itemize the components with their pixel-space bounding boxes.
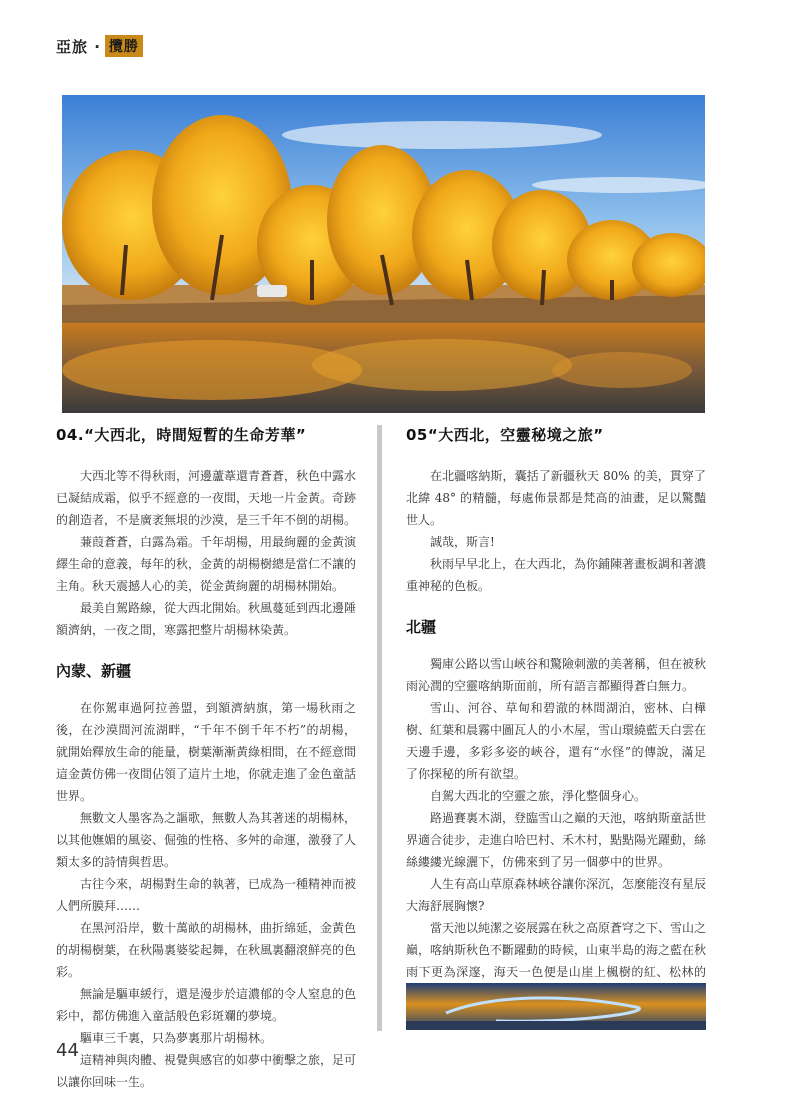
page-number: 44 bbox=[56, 1040, 79, 1061]
left-column bbox=[56, 425, 356, 1093]
paragraph: 在你駕車過阿拉善盟，到額濟納旗，第一場秋雨之後，在沙漠間河流湖畔，“千年不倒千年不朽”的胡楊，就開始釋放生命的能量，樹葉漸漸黃綠相間，在不經意間這金黃仿佛一夜間佔領了這片土地，你就走進了金色童話世界。 bbox=[56, 701, 357, 803]
paragraph: 這精神與肉體、視覺與感官的如夢中衝擊之旅，足可以讓你回味一生。 bbox=[56, 1053, 357, 1089]
paragraph: 誠哉，斯言! bbox=[430, 535, 495, 549]
magazine-brand: 亞旅 · bbox=[56, 37, 101, 56]
sub-heading-inner-mongolia-xinjiang: 內蒙、新疆 bbox=[56, 662, 132, 680]
paragraph: 秋雨早早北上，在大西北，為你鋪陳著畫板調和著濃重神秘的色板。 bbox=[406, 557, 707, 593]
paragraph: 蒹葭蒼蒼，白露為霜。千年胡楊，用最絢麗的金黃演繹生命的意義，每年的秋，金黃的胡楊樹總是當仁不讓的主角。秋天震撼人心的美，從金黃絢麗的胡楊林開始。 bbox=[56, 535, 357, 593]
paragraph: 人生有高山草原森林峽谷讓你深沉，怎麼能沒有星辰大海舒展胸懷? bbox=[406, 877, 707, 913]
river-sunset-photo bbox=[406, 983, 706, 1030]
paragraph: 自駕大西北的空靈之旅，淨化整個身心。 bbox=[430, 789, 647, 803]
section-04-heading: 04.“大西北，時間短暫的生命芳華” bbox=[56, 426, 307, 444]
right-column bbox=[406, 425, 706, 1005]
paragraph: 大西北等不得秋雨，河邊蘆葦還青蒼蒼，秋色中露水已凝結成霜，似乎不經意的一夜間，天地一片金黃。奇跡的創造者，不是廣袤無垠的沙漠，是三千年不倒的胡楊。 bbox=[56, 469, 357, 527]
paragraph: 無論是驅車緩行，還是漫步於這濃郁的令人窒息的色彩中，都仿佛進入童話般色彩斑斕的夢境。 bbox=[56, 987, 357, 1023]
paragraph: 最美自駕路線，從大西北開始。秋風蔓延到西北邊陲額濟納，一夜之間，寒露把整片胡楊林染黃。 bbox=[56, 601, 357, 637]
paragraph: 在黑河沿岸，數十萬畝的胡楊林，曲折綿延，金黃色的胡楊樹葉，在秋陽裏婆娑起舞，在秋風裏翻滾鮮亮的色彩。 bbox=[56, 921, 357, 979]
paragraph: 當天池以純潔之姿展露在秋之高原蒼穹之下、雪山之巔，喀納斯秋色不斷躍動的時候，山東半島的海之藍在秋雨下更為深邃，海天一色便是山崖上楓樹的紅、松林的 bbox=[406, 921, 707, 979]
page-header bbox=[56, 35, 143, 57]
paragraph: 古往今來，胡楊對生命的執著，已成為一種精神而被人們所膜拜…… bbox=[56, 877, 357, 913]
poplar-forest-illustration bbox=[62, 95, 705, 413]
paragraph: 無數文人墨客為之謳歌，無數人為其著迷的胡楊林，以其他嫵媚的風姿、倔強的性格、多舛的命運，激發了人類太多的詩情與哲思。 bbox=[56, 811, 357, 869]
paragraph: 驅車三千裏，只為夢裏那片胡楊林。 bbox=[80, 1031, 273, 1045]
paragraph: 路過賽裏木湖，登臨雪山之巔的天池，喀納斯童話世界適合徒步，走進白哈巴村、禾木村，點點陽光躍動，絲絲縷縷光線灑下，仿佛來到了另一個夢中的世界。 bbox=[406, 811, 707, 869]
sub-heading-north-xinjiang: 北疆 bbox=[406, 618, 437, 636]
poplar-forest-photo bbox=[62, 95, 705, 413]
column-divider bbox=[377, 425, 382, 1031]
river-sunset-illustration bbox=[406, 983, 706, 1030]
section-05-heading: 05“大西北，空靈秘境之旅” bbox=[406, 426, 604, 444]
paragraph: 在北疆喀納斯，囊括了新疆秋天 80% 的美，貫穿了北緯 48° 的精髓，每處佈景都是梵高的油畫，足以驚豔世人。 bbox=[406, 469, 706, 527]
paragraph: 雪山、河谷、草甸和碧澈的林間湖泊，密林、白樺樹、紅葉和晨霧中圖瓦人的小木屋，雪山環繞藍天白雲在天邊手邊，多彩多姿的峽谷，還有“水怪”的傳說，滿足了你探秘的所有欲望。 bbox=[406, 701, 707, 781]
paragraph: 獨庫公路以雪山峽谷和驚險刺激的美著稱，但在被秋雨沁潤的空靈喀納斯面前，所有語言都顯得蒼白無力。 bbox=[406, 657, 707, 693]
section-tag: 攬勝 bbox=[105, 35, 143, 57]
